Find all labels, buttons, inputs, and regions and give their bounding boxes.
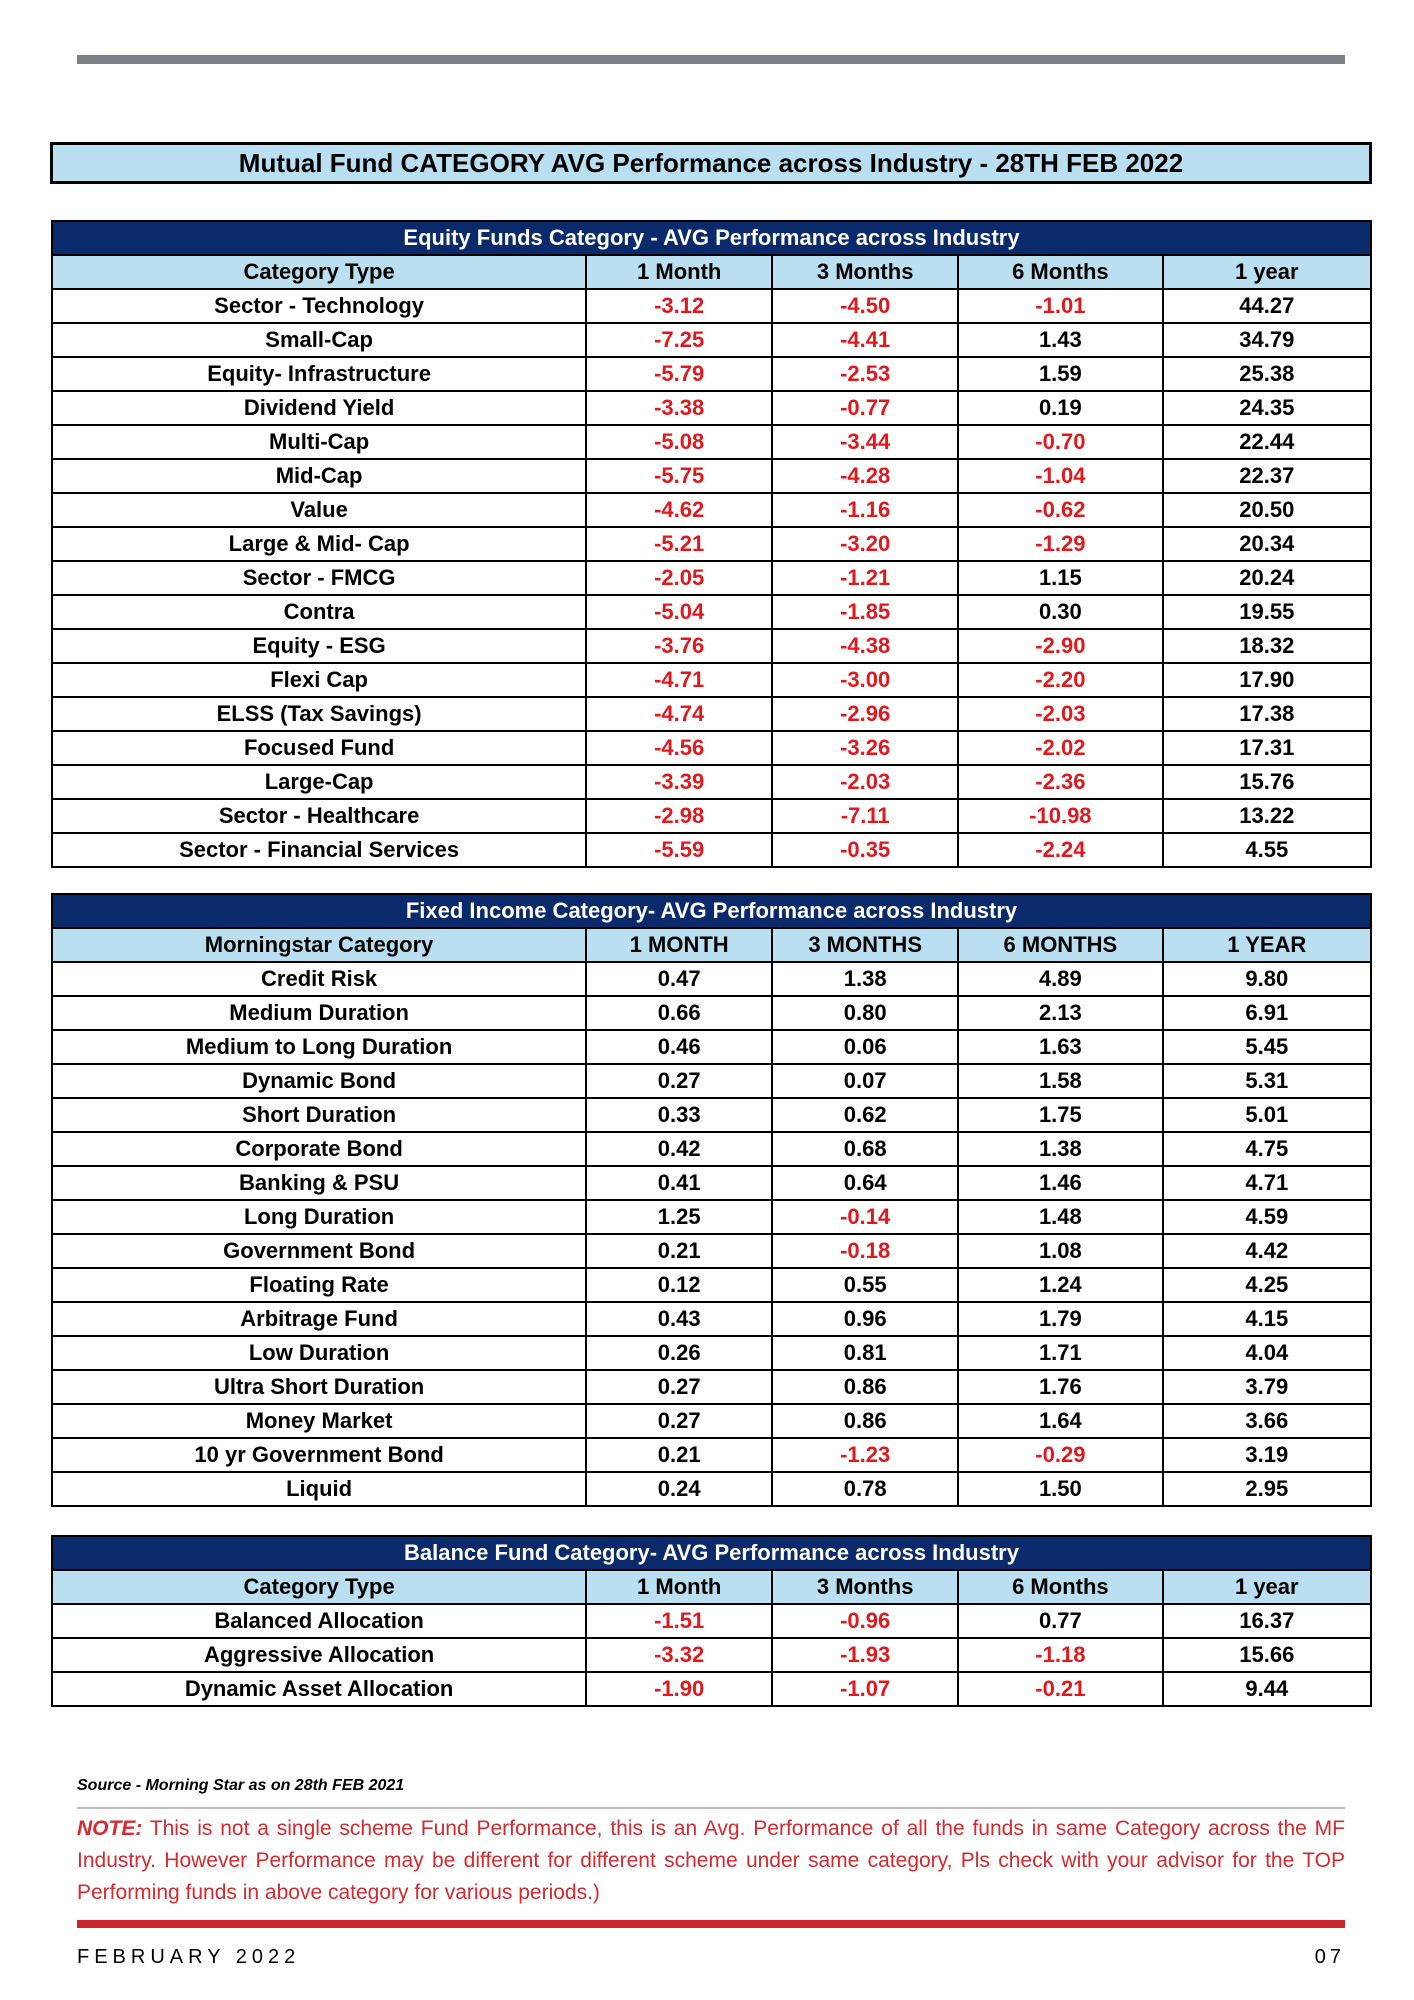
return-value-cell: 4.75 xyxy=(1163,1132,1371,1166)
return-value-cell: 4.42 xyxy=(1163,1234,1371,1268)
return-value-cell: 20.34 xyxy=(1163,527,1371,561)
category-name-cell: Floating Rate xyxy=(52,1268,586,1302)
table-banner: Equity Funds Category - AVG Performance across Industry xyxy=(52,221,1371,255)
category-name-cell: Large-Cap xyxy=(52,765,586,799)
return-value-cell: 20.24 xyxy=(1163,561,1371,595)
return-value-cell: -3.20 xyxy=(772,527,958,561)
return-value-cell: -0.35 xyxy=(772,833,958,867)
return-value-cell: 2.95 xyxy=(1163,1472,1371,1506)
return-value-cell: 15.76 xyxy=(1163,765,1371,799)
return-value-cell: -3.00 xyxy=(772,663,958,697)
return-value-cell: 4.55 xyxy=(1163,833,1371,867)
return-value-cell: 0.42 xyxy=(586,1132,772,1166)
return-value-cell: -1.29 xyxy=(958,527,1162,561)
return-value-cell: 17.90 xyxy=(1163,663,1371,697)
return-value-cell: 0.12 xyxy=(586,1268,772,1302)
return-value-cell: -4.38 xyxy=(772,629,958,663)
table-row xyxy=(52,1604,1371,1638)
table-row xyxy=(52,1268,1371,1302)
table-row xyxy=(52,527,1371,561)
return-value-cell: -0.14 xyxy=(772,1200,958,1234)
return-value-cell: -2.03 xyxy=(772,765,958,799)
table-row xyxy=(52,799,1371,833)
return-value-cell: -7.11 xyxy=(772,799,958,833)
category-name-cell: Short Duration xyxy=(52,1098,586,1132)
column-header: 3 Months xyxy=(772,1570,958,1604)
return-value-cell: 0.64 xyxy=(772,1166,958,1200)
return-value-cell: 3.79 xyxy=(1163,1370,1371,1404)
return-value-cell: -4.74 xyxy=(586,697,772,731)
return-value-cell: 3.66 xyxy=(1163,1404,1371,1438)
column-header: 1 year xyxy=(1163,1570,1371,1604)
table-banner: Fixed Income Category- AVG Performance across Industry xyxy=(52,894,1371,928)
return-value-cell: 0.41 xyxy=(586,1166,772,1200)
return-value-cell: -0.21 xyxy=(958,1672,1162,1706)
return-value-cell: 4.71 xyxy=(1163,1166,1371,1200)
return-value-cell: 9.44 xyxy=(1163,1672,1371,1706)
return-value-cell: -0.62 xyxy=(958,493,1162,527)
table-row xyxy=(52,996,1371,1030)
category-name-cell: Money Market xyxy=(52,1404,586,1438)
return-value-cell: -5.04 xyxy=(586,595,772,629)
return-value-cell: 1.25 xyxy=(586,1200,772,1234)
return-value-cell: 34.79 xyxy=(1163,323,1371,357)
table-row xyxy=(52,697,1371,731)
column-header: 1 year xyxy=(1163,255,1371,289)
return-value-cell: -2.98 xyxy=(586,799,772,833)
footer-divider xyxy=(77,1920,1345,1928)
table-header-row xyxy=(52,1570,1371,1604)
return-value-cell: 0.77 xyxy=(958,1604,1162,1638)
return-value-cell: -5.08 xyxy=(586,425,772,459)
category-name-cell: ELSS (Tax Savings) xyxy=(52,697,586,731)
return-value-cell: 25.38 xyxy=(1163,357,1371,391)
table-row xyxy=(52,663,1371,697)
return-value-cell: 0.06 xyxy=(772,1030,958,1064)
return-value-cell: 17.31 xyxy=(1163,731,1371,765)
return-value-cell: -1.04 xyxy=(958,459,1162,493)
note-text: This is not a single scheme Fund Performance, this is an Avg. Performance of all the funds in same Category across the MF Industry. However Performance may be different for different scheme under same category, Pls check with your advisor for the TOP Performing funds in above category for various periods.) xyxy=(77,1817,1345,1904)
return-value-cell: 44.27 xyxy=(1163,289,1371,323)
category-name-cell: Mid-Cap xyxy=(52,459,586,493)
return-value-cell: -1.18 xyxy=(958,1638,1162,1672)
return-value-cell: -2.90 xyxy=(958,629,1162,663)
return-value-cell: -10.98 xyxy=(958,799,1162,833)
return-value-cell: 4.15 xyxy=(1163,1302,1371,1336)
category-name-cell: Arbitrage Fund xyxy=(52,1302,586,1336)
column-header: 3 Months xyxy=(772,255,958,289)
return-value-cell: 15.66 xyxy=(1163,1638,1371,1672)
table-row xyxy=(52,595,1371,629)
return-value-cell: -3.44 xyxy=(772,425,958,459)
category-name-cell: Flexi Cap xyxy=(52,663,586,697)
return-value-cell: 17.38 xyxy=(1163,697,1371,731)
return-value-cell: 4.04 xyxy=(1163,1336,1371,1370)
return-value-cell: -4.62 xyxy=(586,493,772,527)
category-name-cell: Value xyxy=(52,493,586,527)
return-value-cell: 1.79 xyxy=(958,1302,1162,1336)
return-value-cell: -5.79 xyxy=(586,357,772,391)
category-name-cell: Sector - Healthcare xyxy=(52,799,586,833)
return-value-cell: 0.21 xyxy=(586,1438,772,1472)
return-value-cell: 2.13 xyxy=(958,996,1162,1030)
table-row xyxy=(52,1132,1371,1166)
table-row xyxy=(52,391,1371,425)
table-row xyxy=(52,493,1371,527)
table-row xyxy=(52,765,1371,799)
table-row xyxy=(52,1302,1371,1336)
category-name-cell: Focused Fund xyxy=(52,731,586,765)
return-value-cell: 5.45 xyxy=(1163,1030,1371,1064)
return-value-cell: 0.21 xyxy=(586,1234,772,1268)
balance-fund-performance-table xyxy=(51,1535,1372,1707)
category-name-cell: Government Bond xyxy=(52,1234,586,1268)
return-value-cell: 0.96 xyxy=(772,1302,958,1336)
return-value-cell: 0.24 xyxy=(586,1472,772,1506)
return-value-cell: 0.46 xyxy=(586,1030,772,1064)
return-value-cell: 9.80 xyxy=(1163,962,1371,996)
return-value-cell: 0.62 xyxy=(772,1098,958,1132)
return-value-cell: -3.32 xyxy=(586,1638,772,1672)
return-value-cell: -1.01 xyxy=(958,289,1162,323)
table-row xyxy=(52,459,1371,493)
return-value-cell: -4.56 xyxy=(586,731,772,765)
category-name-cell: Banking & PSU xyxy=(52,1166,586,1200)
top-divider xyxy=(77,55,1345,64)
table-row xyxy=(52,1404,1371,1438)
return-value-cell: -5.75 xyxy=(586,459,772,493)
category-name-cell: Equity - ESG xyxy=(52,629,586,663)
source-note: Source - Morning Star as on 28th FEB 2021 xyxy=(77,1777,405,1794)
return-value-cell: 0.27 xyxy=(586,1064,772,1098)
return-value-cell: -1.23 xyxy=(772,1438,958,1472)
category-name-cell: Equity- Infrastructure xyxy=(52,357,586,391)
return-value-cell: 1.46 xyxy=(958,1166,1162,1200)
return-value-cell: 13.22 xyxy=(1163,799,1371,833)
category-name-cell: Dividend Yield xyxy=(52,391,586,425)
return-value-cell: 0.07 xyxy=(772,1064,958,1098)
return-value-cell: -7.25 xyxy=(586,323,772,357)
table-row xyxy=(52,1638,1371,1672)
category-name-cell: Large & Mid- Cap xyxy=(52,527,586,561)
return-value-cell: 0.33 xyxy=(586,1098,772,1132)
table-row xyxy=(52,962,1371,996)
return-value-cell: -1.93 xyxy=(772,1638,958,1672)
table-row xyxy=(52,1234,1371,1268)
return-value-cell: 1.59 xyxy=(958,357,1162,391)
footer-date: FEBRUARY 2022 xyxy=(77,1946,301,1968)
return-value-cell: 24.35 xyxy=(1163,391,1371,425)
return-value-cell: -1.21 xyxy=(772,561,958,595)
return-value-cell: 1.38 xyxy=(958,1132,1162,1166)
column-header: 1 Month xyxy=(586,1570,772,1604)
return-value-cell: 22.37 xyxy=(1163,459,1371,493)
return-value-cell: 1.64 xyxy=(958,1404,1162,1438)
column-header: Morningstar Category xyxy=(52,928,586,962)
return-value-cell: 0.27 xyxy=(586,1404,772,1438)
column-header: 6 Months xyxy=(958,255,1162,289)
return-value-cell: -5.21 xyxy=(586,527,772,561)
return-value-cell: -4.28 xyxy=(772,459,958,493)
table-row xyxy=(52,731,1371,765)
table-row xyxy=(52,1030,1371,1064)
note-divider xyxy=(77,1807,1345,1809)
column-header: 6 Months xyxy=(958,1570,1162,1604)
table-header-row xyxy=(52,255,1371,289)
table-row xyxy=(52,629,1371,663)
return-value-cell: 1.58 xyxy=(958,1064,1162,1098)
table-row xyxy=(52,1166,1371,1200)
category-name-cell: Small-Cap xyxy=(52,323,586,357)
table-row xyxy=(52,1098,1371,1132)
return-value-cell: -2.02 xyxy=(958,731,1162,765)
column-header: 1 MONTH xyxy=(586,928,772,962)
return-value-cell: 19.55 xyxy=(1163,595,1371,629)
return-value-cell: 5.01 xyxy=(1163,1098,1371,1132)
category-name-cell: Sector - Technology xyxy=(52,289,586,323)
table-row xyxy=(52,289,1371,323)
category-name-cell: Corporate Bond xyxy=(52,1132,586,1166)
table-row xyxy=(52,1438,1371,1472)
category-name-cell: Sector - FMCG xyxy=(52,561,586,595)
return-value-cell: 4.25 xyxy=(1163,1268,1371,1302)
return-value-cell: -4.41 xyxy=(772,323,958,357)
return-value-cell: 0.26 xyxy=(586,1336,772,1370)
return-value-cell: -0.29 xyxy=(958,1438,1162,1472)
table-row xyxy=(52,1472,1371,1506)
return-value-cell: 3.19 xyxy=(1163,1438,1371,1472)
category-name-cell: Contra xyxy=(52,595,586,629)
page-number: 07 xyxy=(1314,1946,1345,1968)
return-value-cell: 5.31 xyxy=(1163,1064,1371,1098)
category-name-cell: Dynamic Bond xyxy=(52,1064,586,1098)
return-value-cell: -1.85 xyxy=(772,595,958,629)
return-value-cell: 0.68 xyxy=(772,1132,958,1166)
return-value-cell: -2.20 xyxy=(958,663,1162,697)
return-value-cell: -2.05 xyxy=(586,561,772,595)
return-value-cell: 0.78 xyxy=(772,1472,958,1506)
category-name-cell: Long Duration xyxy=(52,1200,586,1234)
return-value-cell: 4.59 xyxy=(1163,1200,1371,1234)
return-value-cell: -4.71 xyxy=(586,663,772,697)
column-header: 3 MONTHS xyxy=(772,928,958,962)
return-value-cell: 1.24 xyxy=(958,1268,1162,1302)
return-value-cell: 1.43 xyxy=(958,323,1162,357)
category-name-cell: Multi-Cap xyxy=(52,425,586,459)
table-row xyxy=(52,1064,1371,1098)
return-value-cell: -3.39 xyxy=(586,765,772,799)
table-header-row xyxy=(52,928,1371,962)
category-name-cell: Sector - Financial Services xyxy=(52,833,586,867)
return-value-cell: -3.26 xyxy=(772,731,958,765)
table-row xyxy=(52,357,1371,391)
return-value-cell: -4.50 xyxy=(772,289,958,323)
category-name-cell: Medium Duration xyxy=(52,996,586,1030)
return-value-cell: 0.66 xyxy=(586,996,772,1030)
table-row xyxy=(52,1336,1371,1370)
return-value-cell: 6.91 xyxy=(1163,996,1371,1030)
return-value-cell: 1.48 xyxy=(958,1200,1162,1234)
return-value-cell: 1.08 xyxy=(958,1234,1162,1268)
return-value-cell: -3.76 xyxy=(586,629,772,663)
return-value-cell: 1.15 xyxy=(958,561,1162,595)
category-name-cell: Low Duration xyxy=(52,1336,586,1370)
return-value-cell: 0.47 xyxy=(586,962,772,996)
category-name-cell: Dynamic Asset Allocation xyxy=(52,1672,586,1706)
return-value-cell: 16.37 xyxy=(1163,1604,1371,1638)
table-banner: Balance Fund Category- AVG Performance across Industry xyxy=(52,1536,1371,1570)
return-value-cell: 1.50 xyxy=(958,1472,1162,1506)
column-header: Category Type xyxy=(52,255,586,289)
return-value-cell: -0.77 xyxy=(772,391,958,425)
table-row xyxy=(52,1672,1371,1706)
table-row xyxy=(52,425,1371,459)
column-header: 1 YEAR xyxy=(1163,928,1371,962)
category-name-cell: Aggressive Allocation xyxy=(52,1638,586,1672)
return-value-cell: 22.44 xyxy=(1163,425,1371,459)
return-value-cell: 0.86 xyxy=(772,1370,958,1404)
equity-performance-table xyxy=(51,220,1372,868)
return-value-cell: 0.80 xyxy=(772,996,958,1030)
return-value-cell: 20.50 xyxy=(1163,493,1371,527)
return-value-cell: 0.86 xyxy=(772,1404,958,1438)
table-row xyxy=(52,1370,1371,1404)
return-value-cell: 0.43 xyxy=(586,1302,772,1336)
return-value-cell: 0.55 xyxy=(772,1268,958,1302)
category-name-cell: Ultra Short Duration xyxy=(52,1370,586,1404)
column-header: Category Type xyxy=(52,1570,586,1604)
return-value-cell: 0.30 xyxy=(958,595,1162,629)
return-value-cell: -0.70 xyxy=(958,425,1162,459)
return-value-cell: 1.38 xyxy=(772,962,958,996)
return-value-cell: 1.75 xyxy=(958,1098,1162,1132)
category-name-cell: Credit Risk xyxy=(52,962,586,996)
note-label: NOTE: xyxy=(77,1817,143,1840)
return-value-cell: 0.81 xyxy=(772,1336,958,1370)
return-value-cell: 0.27 xyxy=(586,1370,772,1404)
return-value-cell: -1.90 xyxy=(586,1672,772,1706)
return-value-cell: -1.07 xyxy=(772,1672,958,1706)
return-value-cell: -2.96 xyxy=(772,697,958,731)
column-header: 1 Month xyxy=(586,255,772,289)
disclaimer-note xyxy=(77,1813,1345,1909)
return-value-cell: -1.16 xyxy=(772,493,958,527)
return-value-cell: -2.36 xyxy=(958,765,1162,799)
return-value-cell: -3.12 xyxy=(586,289,772,323)
category-name-cell: Liquid xyxy=(52,1472,586,1506)
page-title: Mutual Fund CATEGORY AVG Performance across Industry - 28TH FEB 2022 xyxy=(50,142,1372,184)
return-value-cell: -2.03 xyxy=(958,697,1162,731)
return-value-cell: 4.89 xyxy=(958,962,1162,996)
table-row xyxy=(52,833,1371,867)
table-row xyxy=(52,323,1371,357)
return-value-cell: -2.53 xyxy=(772,357,958,391)
return-value-cell: -2.24 xyxy=(958,833,1162,867)
return-value-cell: -5.59 xyxy=(586,833,772,867)
return-value-cell: -1.51 xyxy=(586,1604,772,1638)
return-value-cell: -0.18 xyxy=(772,1234,958,1268)
return-value-cell: -3.38 xyxy=(586,391,772,425)
category-name-cell: Medium to Long Duration xyxy=(52,1030,586,1064)
table-row xyxy=(52,561,1371,595)
category-name-cell: Balanced Allocation xyxy=(52,1604,586,1638)
return-value-cell: -0.96 xyxy=(772,1604,958,1638)
return-value-cell: 1.76 xyxy=(958,1370,1162,1404)
category-name-cell: 10 yr Government Bond xyxy=(52,1438,586,1472)
fixed-income-performance-table xyxy=(51,893,1372,1507)
return-value-cell: 0.19 xyxy=(958,391,1162,425)
table-row xyxy=(52,1200,1371,1234)
column-header: 6 MONTHS xyxy=(958,928,1162,962)
return-value-cell: 1.71 xyxy=(958,1336,1162,1370)
return-value-cell: 1.63 xyxy=(958,1030,1162,1064)
return-value-cell: 18.32 xyxy=(1163,629,1371,663)
